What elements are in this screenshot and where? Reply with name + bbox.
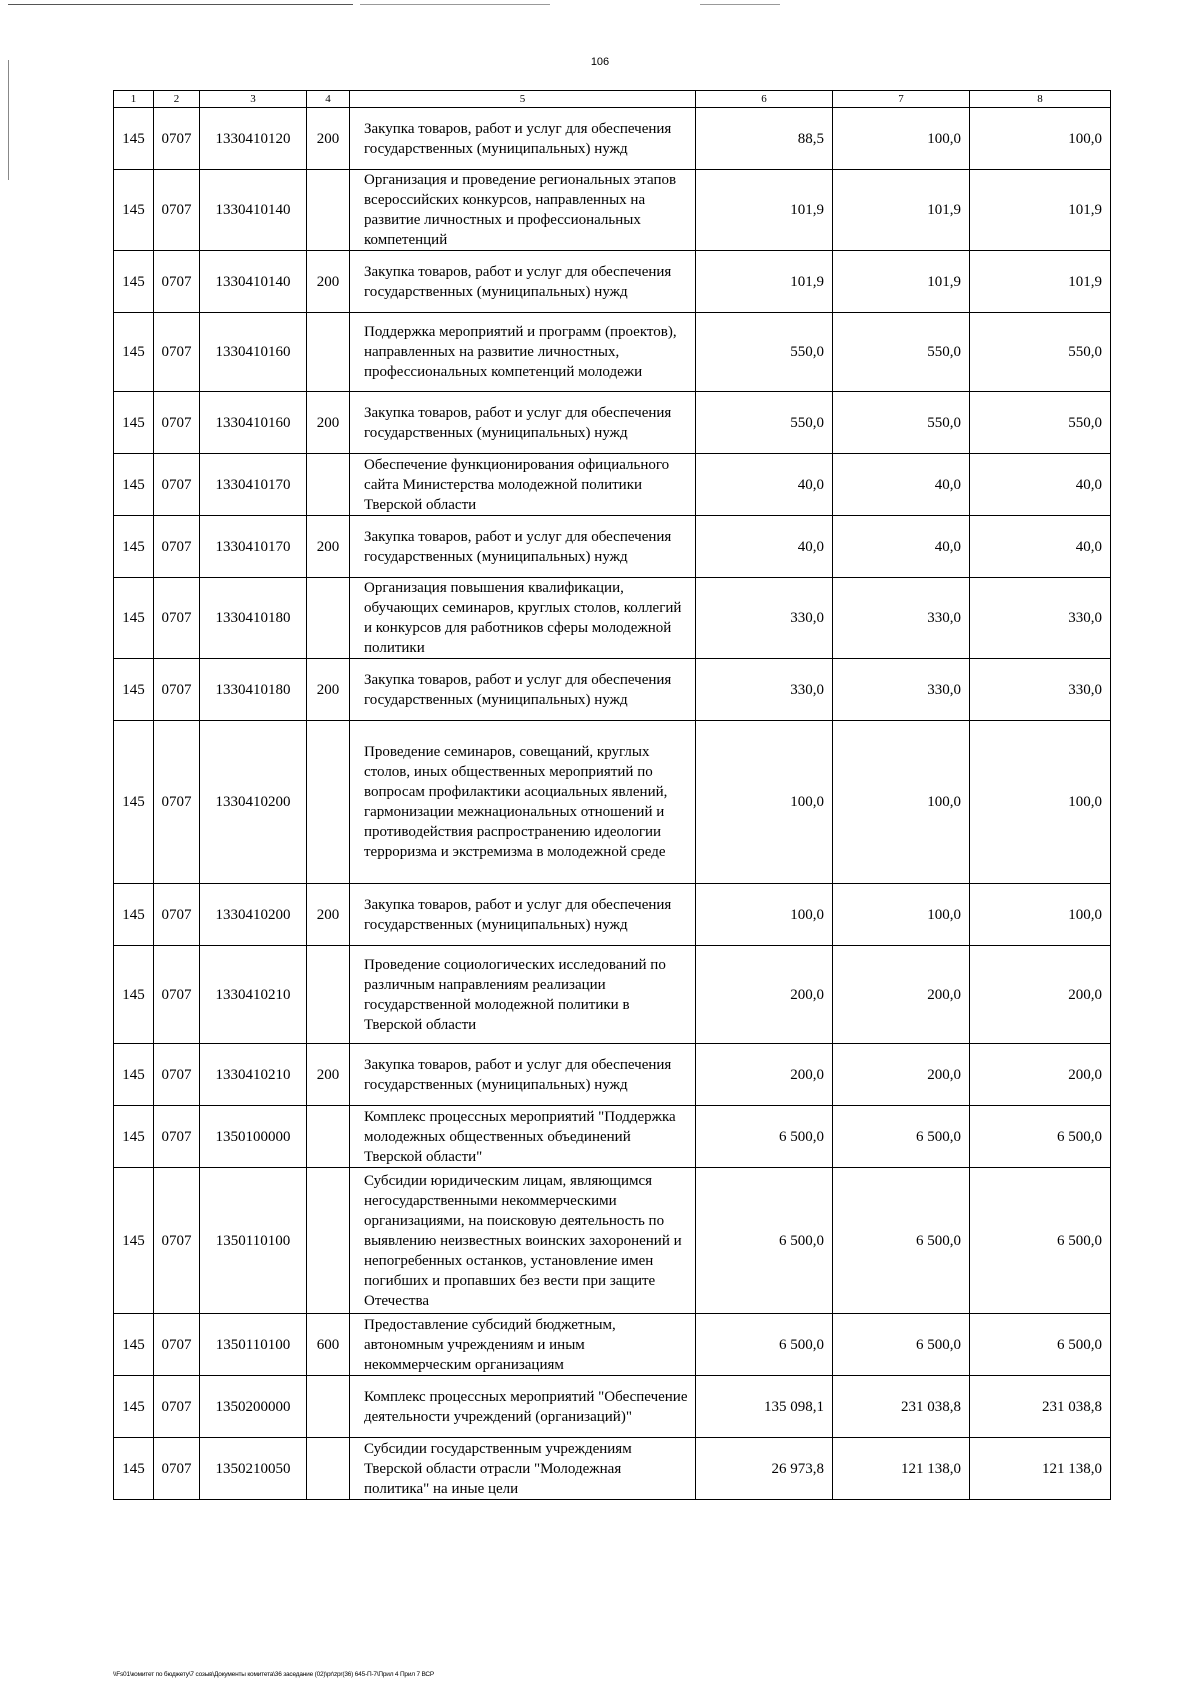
amount-col7-cell: 100,0 [833, 721, 970, 884]
table-row [114, 251, 1111, 313]
table-row [114, 1168, 1111, 1314]
admin-code-cell: 145 [114, 313, 154, 392]
amount-col7-cell: 40,0 [833, 454, 970, 516]
expense-type-cell [307, 1438, 350, 1500]
amount-col7-cell: 200,0 [833, 1044, 970, 1106]
file-path-footer: \\Fs01\комитет по бюджету\7 созыв\Документы комитета\36 заседание (02)\pr\zpr(36) 645-П-7\Прил 4 Прил 7 ВСР [113, 1671, 435, 1678]
admin-code-cell: 145 [114, 1168, 154, 1314]
description-cell: Комплекс процессных мероприятий "Обеспечение деятельности учреждений (организаций)" [350, 1376, 696, 1438]
table-row [114, 313, 1111, 392]
admin-code-cell: 145 [114, 108, 154, 170]
amount-col7-cell: 100,0 [833, 108, 970, 170]
admin-code-cell: 145 [114, 1044, 154, 1106]
amount-col8-cell: 231 038,8 [970, 1376, 1111, 1438]
amount-col8-cell: 330,0 [970, 659, 1111, 721]
expense-type-cell [307, 1168, 350, 1314]
table-row [114, 721, 1111, 884]
admin-code-cell: 145 [114, 1376, 154, 1438]
amount-col6-cell: 135 098,1 [696, 1376, 833, 1438]
expense-type-cell: 200 [307, 1044, 350, 1106]
target-article-cell: 1330410140 [200, 170, 307, 251]
description-cell: Организация повышения квалификации, обучающих семинаров, круглых столов, коллегий и конкурсов для работников сферы молодежной политики [350, 578, 696, 659]
expense-type-cell: 200 [307, 251, 350, 313]
target-article-cell: 1330410210 [200, 946, 307, 1044]
admin-code-cell: 145 [114, 251, 154, 313]
column-number: 6 [696, 91, 833, 108]
table-row [114, 1314, 1111, 1376]
target-article-cell: 1330410140 [200, 251, 307, 313]
target-article-cell: 1330410180 [200, 578, 307, 659]
section-code-cell: 0707 [154, 251, 200, 313]
description-cell: Субсидии государственным учреждениям Тверской области отрасли "Молодежная политика" на иные цели [350, 1438, 696, 1500]
section-code-cell: 0707 [154, 659, 200, 721]
amount-col6-cell: 200,0 [696, 946, 833, 1044]
description-cell: Закупка товаров, работ и услуг для обеспечения государственных (муниципальных) нужд [350, 1044, 696, 1106]
section-code-cell: 0707 [154, 946, 200, 1044]
target-article-cell: 1330410180 [200, 659, 307, 721]
amount-col6-cell: 40,0 [696, 516, 833, 578]
admin-code-cell: 145 [114, 721, 154, 884]
target-article-cell: 1330410160 [200, 313, 307, 392]
admin-code-cell: 145 [114, 1106, 154, 1168]
description-cell: Проведение социологических исследований по различным направлениям реализации государственной молодежной политики в Тверской области [350, 946, 696, 1044]
expense-type-cell: 200 [307, 516, 350, 578]
target-article-cell: 1330410200 [200, 721, 307, 884]
amount-col6-cell: 6 500,0 [696, 1314, 833, 1376]
column-number: 1 [114, 91, 154, 108]
admin-code-cell: 145 [114, 946, 154, 1044]
target-article-cell: 1330410160 [200, 392, 307, 454]
expense-type-cell: 600 [307, 1314, 350, 1376]
expense-type-cell [307, 454, 350, 516]
section-code-cell: 0707 [154, 392, 200, 454]
amount-col8-cell: 550,0 [970, 392, 1111, 454]
budget-table-body [114, 91, 1111, 1500]
amount-col8-cell: 121 138,0 [970, 1438, 1111, 1500]
amount-col8-cell: 100,0 [970, 108, 1111, 170]
amount-col6-cell: 100,0 [696, 721, 833, 884]
expense-type-cell [307, 170, 350, 251]
section-code-cell: 0707 [154, 313, 200, 392]
column-number: 5 [350, 91, 696, 108]
amount-col6-cell: 330,0 [696, 659, 833, 721]
table-row [114, 659, 1111, 721]
amount-col8-cell: 6 500,0 [970, 1168, 1111, 1314]
column-number: 8 [970, 91, 1111, 108]
section-code-cell: 0707 [154, 1376, 200, 1438]
target-article-cell: 1350200000 [200, 1376, 307, 1438]
amount-col6-cell: 200,0 [696, 1044, 833, 1106]
description-cell: Организация и проведение региональных этапов всероссийских конкурсов, направленных на развитие личностных и профессиональных компетенций [350, 170, 696, 251]
admin-code-cell: 145 [114, 1438, 154, 1500]
column-number: 2 [154, 91, 200, 108]
description-cell: Комплекс процессных мероприятий "Поддержка молодежных общественных объединений Тверской области" [350, 1106, 696, 1168]
amount-col6-cell: 6 500,0 [696, 1168, 833, 1314]
table-row [114, 108, 1111, 170]
expense-type-cell: 200 [307, 108, 350, 170]
amount-col6-cell: 40,0 [696, 454, 833, 516]
scan-top-rule [700, 4, 780, 5]
table-row [114, 170, 1111, 251]
admin-code-cell: 145 [114, 516, 154, 578]
amount-col7-cell: 101,9 [833, 251, 970, 313]
target-article-cell: 1350100000 [200, 1106, 307, 1168]
amount-col8-cell: 330,0 [970, 578, 1111, 659]
expense-type-cell [307, 721, 350, 884]
column-number: 7 [833, 91, 970, 108]
amount-col6-cell: 330,0 [696, 578, 833, 659]
amount-col6-cell: 100,0 [696, 884, 833, 946]
scan-top-rule [360, 4, 550, 5]
amount-col8-cell: 101,9 [970, 251, 1111, 313]
target-article-cell: 1330410170 [200, 454, 307, 516]
description-cell: Закупка товаров, работ и услуг для обеспечения государственных (муниципальных) нужд [350, 392, 696, 454]
table-row [114, 1106, 1111, 1168]
table-row [114, 1376, 1111, 1438]
description-cell: Закупка товаров, работ и услуг для обеспечения государственных (муниципальных) нужд [350, 884, 696, 946]
description-cell: Проведение семинаров, совещаний, круглых столов, иных общественных мероприятий по вопросам профилактики асоциальных явлений, гармонизации межнациональных отношений и противодействия распространению идеологии терроризма и экстремизма в молодежной среде [350, 721, 696, 884]
admin-code-cell: 145 [114, 170, 154, 251]
amount-col8-cell: 40,0 [970, 454, 1111, 516]
admin-code-cell: 145 [114, 578, 154, 659]
table-row [114, 884, 1111, 946]
description-cell: Субсидии юридическим лицам, являющимся негосударственными некоммерческими организациями, на поисковую деятельность по выявлению неизвестных воинских захоронений и непогребенных останков, установление имен погибших и пропавших без вести при защите Отечества [350, 1168, 696, 1314]
description-cell: Закупка товаров, работ и услуг для обеспечения государственных (муниципальных) нужд [350, 516, 696, 578]
admin-code-cell: 145 [114, 659, 154, 721]
expense-type-cell: 200 [307, 392, 350, 454]
target-article-cell: 1330410120 [200, 108, 307, 170]
amount-col6-cell: 6 500,0 [696, 1106, 833, 1168]
table-row [114, 392, 1111, 454]
amount-col8-cell: 6 500,0 [970, 1106, 1111, 1168]
amount-col8-cell: 101,9 [970, 170, 1111, 251]
description-cell: Поддержка мероприятий и программ (проектов), направленных на развитие личностных, профессиональных компетенций молодежи [350, 313, 696, 392]
amount-col6-cell: 550,0 [696, 313, 833, 392]
table-row [114, 454, 1111, 516]
amount-col8-cell: 100,0 [970, 884, 1111, 946]
description-cell: Закупка товаров, работ и услуг для обеспечения государственных (муниципальных) нужд [350, 251, 696, 313]
table-row [114, 1438, 1111, 1500]
admin-code-cell: 145 [114, 1314, 154, 1376]
column-number: 4 [307, 91, 350, 108]
description-cell: Обеспечение функционирования официального сайта Министерства молодежной политики Тверской области [350, 454, 696, 516]
amount-col8-cell: 6 500,0 [970, 1314, 1111, 1376]
section-code-cell: 0707 [154, 1438, 200, 1500]
section-code-cell: 0707 [154, 721, 200, 884]
amount-col8-cell: 40,0 [970, 516, 1111, 578]
admin-code-cell: 145 [114, 454, 154, 516]
table-row [114, 516, 1111, 578]
expense-type-cell: 200 [307, 884, 350, 946]
scan-top-rule [8, 4, 353, 5]
target-article-cell: 1330410210 [200, 1044, 307, 1106]
expense-type-cell [307, 578, 350, 659]
section-code-cell: 0707 [154, 170, 200, 251]
amount-col6-cell: 26 973,8 [696, 1438, 833, 1500]
amount-col7-cell: 40,0 [833, 516, 970, 578]
target-article-cell: 1350210050 [200, 1438, 307, 1500]
expense-type-cell [307, 313, 350, 392]
section-code-cell: 0707 [154, 1314, 200, 1376]
amount-col7-cell: 231 038,8 [833, 1376, 970, 1438]
table-row [114, 578, 1111, 659]
amount-col7-cell: 550,0 [833, 392, 970, 454]
section-code-cell: 0707 [154, 516, 200, 578]
description-cell: Закупка товаров, работ и услуг для обеспечения государственных (муниципальных) нужд [350, 659, 696, 721]
amount-col7-cell: 100,0 [833, 884, 970, 946]
budget-table [113, 90, 1111, 1500]
amount-col6-cell: 101,9 [696, 170, 833, 251]
target-article-cell: 1350110100 [200, 1168, 307, 1314]
expense-type-cell [307, 1106, 350, 1168]
section-code-cell: 0707 [154, 108, 200, 170]
column-number-header-row [114, 91, 1111, 108]
amount-col6-cell: 101,9 [696, 251, 833, 313]
amount-col7-cell: 550,0 [833, 313, 970, 392]
column-number: 3 [200, 91, 307, 108]
section-code-cell: 0707 [154, 1168, 200, 1314]
amount-col7-cell: 121 138,0 [833, 1438, 970, 1500]
target-article-cell: 1330410170 [200, 516, 307, 578]
amount-col7-cell: 6 500,0 [833, 1168, 970, 1314]
section-code-cell: 0707 [154, 1106, 200, 1168]
amount-col8-cell: 100,0 [970, 721, 1111, 884]
description-cell: Предоставление субсидий бюджетным, автономным учреждениям и иным некоммерческим организациям [350, 1314, 696, 1376]
amount-col7-cell: 330,0 [833, 659, 970, 721]
description-cell: Закупка товаров, работ и услуг для обеспечения государственных (муниципальных) нужд [350, 108, 696, 170]
section-code-cell: 0707 [154, 1044, 200, 1106]
admin-code-cell: 145 [114, 884, 154, 946]
amount-col8-cell: 550,0 [970, 313, 1111, 392]
expense-type-cell [307, 946, 350, 1044]
table-row [114, 1044, 1111, 1106]
amount-col7-cell: 101,9 [833, 170, 970, 251]
page-number: 106 [590, 56, 610, 68]
expense-type-cell [307, 1376, 350, 1438]
amount-col6-cell: 88,5 [696, 108, 833, 170]
amount-col6-cell: 550,0 [696, 392, 833, 454]
amount-col7-cell: 6 500,0 [833, 1106, 970, 1168]
section-code-cell: 0707 [154, 884, 200, 946]
section-code-cell: 0707 [154, 578, 200, 659]
target-article-cell: 1350110100 [200, 1314, 307, 1376]
table-row [114, 946, 1111, 1044]
amount-col7-cell: 330,0 [833, 578, 970, 659]
admin-code-cell: 145 [114, 392, 154, 454]
scan-margin-mark [8, 60, 9, 180]
amount-col7-cell: 200,0 [833, 946, 970, 1044]
amount-col8-cell: 200,0 [970, 946, 1111, 1044]
section-code-cell: 0707 [154, 454, 200, 516]
target-article-cell: 1330410200 [200, 884, 307, 946]
amount-col8-cell: 200,0 [970, 1044, 1111, 1106]
expense-type-cell: 200 [307, 659, 350, 721]
amount-col7-cell: 6 500,0 [833, 1314, 970, 1376]
